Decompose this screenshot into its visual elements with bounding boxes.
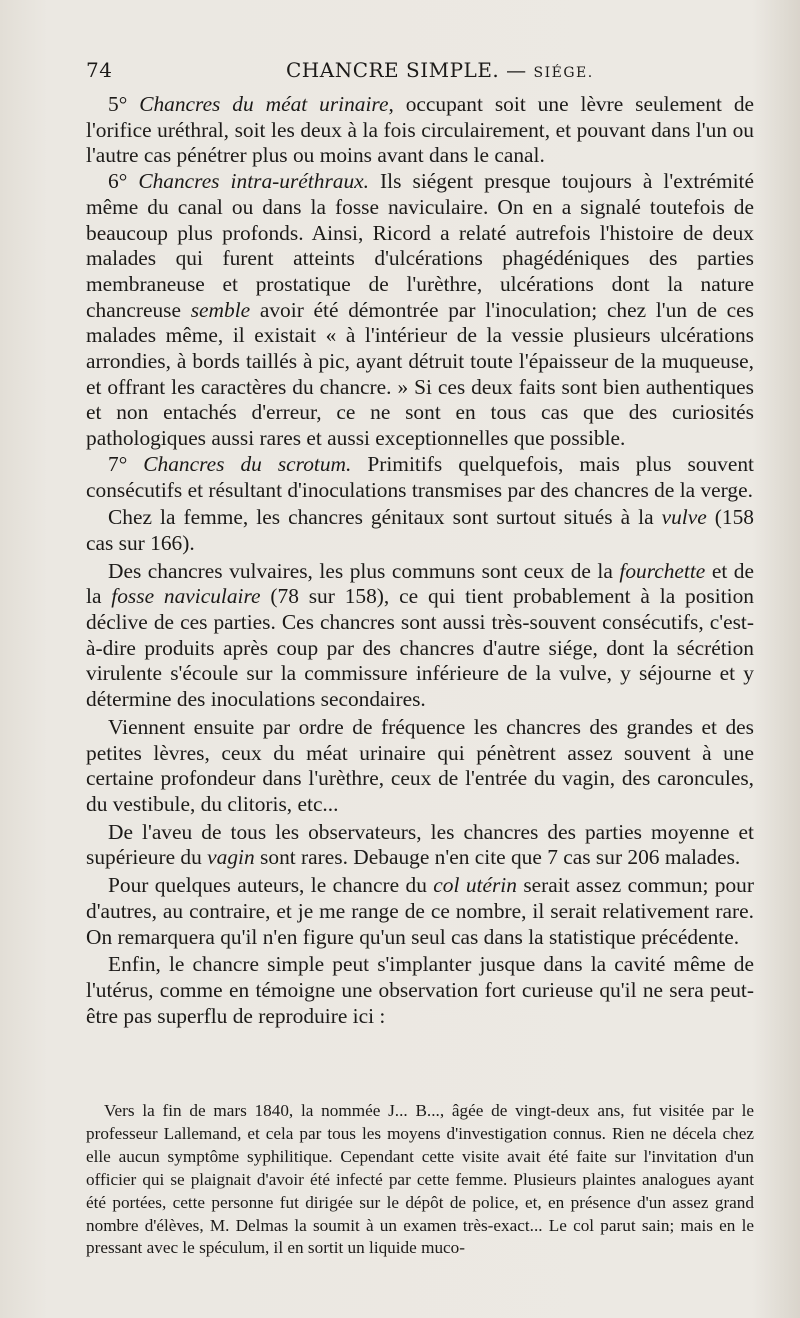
paragraph-text: avoir été démontrée par l'inoculation; chez l'un de ces malades même, il existait « à l'intérieur de la vessie plusieurs ulcérations arrondies, à bords taillés à pic, ayant détruit toute l'épaisseur de la muqueuse, et offrant les caractères du chancre. » Si ces deux faits sont bien authentiques et non entachés d'erreur, ce ne sont en tous cas que des curiosités pathologiques aussi rares et aussi exceptionnelles que possible. — [86, 297, 754, 451]
item-number: 5° — [108, 92, 140, 116]
paragraph-text: serait assez commun; pour d'autres, au contraire, et je me range de ce nombre, il serait relativement rare. On remarquera qu'il n'en figure qu'un seul cas dans la statistique précédente. — [86, 873, 755, 949]
main-text — [86, 92, 754, 1029]
paragraph-text: Des chancres vulvaires, les plus communs sont ceux de la — [108, 558, 620, 583]
emphasis: fosse naviculaire — [111, 584, 261, 609]
paragraph-frequence — [86, 715, 754, 818]
paragraph-text: Viennent ensuite par ordre de fréquence les chancres des grandes et des petites lèvres, ceux du méat urinaire qui pénètrent assez souvent à une certaine profondeur dans l'urèthre, ceux de l'entrée du vagin, des caroncules, du vestibule, du clitoris, etc... — [86, 714, 754, 816]
paragraph-text: Ils siégent presque toujours à l'extrémité même du canal ou dans la fosse naviculaire. On en a signalé toutefois de beaucoup plus profonds. Ainsi, Ricord a relaté autrefois l'histoire de deux malades qui furent atteints d'ulcérations phagédéniques des parties membraneuse et prostatique de l'urèthre, ulcérations dont la nature chancreuse — [86, 169, 754, 322]
paragraph-text: (78 sur 158), ce qui tient probablement à la position déclive de ces parties. Ces chancres sont aussi très-souvent consécutifs, c'est-à-dire produits après coup par des chancres d'autre siége, dont la sécrétion virulente s'écoule sur la commissure inférieure de la vulve, y séjourne et y détermine des inoculations secondaires. — [86, 584, 754, 712]
paragraph-text: sont rares. Debauge n'en cite que 7 cas sur 206 malades. — [254, 845, 741, 870]
paragraph-text: Enfin, le chancre simple peut s'implanter jusque dans la cavité même de l'utérus, comme en témoigne une observation fort curieuse qu'il ne sera peut-être pas superflu de reproduire ici : — [86, 952, 754, 1028]
paragraph-intra-urethraux — [86, 169, 754, 452]
running-section: SIÉGE. — [533, 65, 594, 81]
paragraph-meat-urinaire — [86, 92, 754, 169]
observation-note — [86, 1100, 754, 1260]
paragraph-vagin — [86, 820, 754, 871]
item-number: 7° — [108, 451, 144, 476]
emphasis: semble — [190, 297, 251, 322]
paragraph-text: Primitifs quelquefois, mais plus souvent consécutifs et résultant d'inoculations transmises par des chancres de la verge. — [86, 451, 754, 502]
emphasis: vagin — [207, 845, 255, 870]
running-title-text: CHANCRE SIMPLE. — — [286, 58, 534, 82]
paragraph-text: De l'aveu de tous les observateurs, les chancres des parties moyenne et supérieure du — [86, 819, 754, 870]
paragraph-text: , occupant soit une lèvre seulement de l'orifice uréthral, soit les deux à la fois circulairement, et pouvant dans l'un ou l'autre cas pénétrer plus ou moins avant dans le canal. — [86, 92, 755, 168]
item-heading: Chancres du méat urinaire — [139, 92, 389, 116]
emphasis: vulve — [661, 505, 707, 530]
item-heading: Chancres intra-uréthraux. — [138, 169, 369, 194]
running-title — [286, 58, 594, 82]
paragraph-text: et de la — [86, 558, 754, 609]
paragraph-text: Chez la femme, les chancres génitaux sont surtout situés à la — [108, 505, 662, 530]
paragraph-text: (158 cas sur 166). — [86, 505, 754, 555]
paragraph-col-uterin — [86, 873, 754, 950]
emphasis: col utérin — [433, 873, 517, 898]
paragraph-femme — [86, 505, 754, 556]
item-number: 6° — [108, 169, 139, 194]
paragraph-scrotum — [86, 452, 754, 503]
paragraph-vulvaires — [86, 559, 754, 713]
running-head — [86, 58, 760, 88]
paragraph-uterus — [86, 952, 754, 1029]
page-number: 74 — [86, 58, 113, 82]
note-paragraph: Vers la fin de mars 1840, la nommée J... B..., âgée de vingt-deux ans, fut visitée par le professeur Lallemand, et cela par tous les moyens d'investigation connus. Rien ne décela chez elle aucun symptôme syphilitique. Cependant cette visite avait été faite sur l'invitation d'un officier qui se plaignait d'avoir été infecté par cette femme. Plusieurs plaintes analogues ayant été portées, cette personne fut dirigée sur le dépôt de police, et, en présence d'un assez grand nombre d'élèves, M. Delmas la soumit à un examen très-exact... Le col parut sain; mais en le pressant avec le spéculum, il en sortit un liquide muco- — [86, 1101, 754, 1258]
item-heading: Chancres du scrotum. — [143, 451, 352, 476]
emphasis: fourchette — [619, 558, 706, 583]
paragraph-text: Pour quelques auteurs, le chancre du — [108, 873, 434, 898]
